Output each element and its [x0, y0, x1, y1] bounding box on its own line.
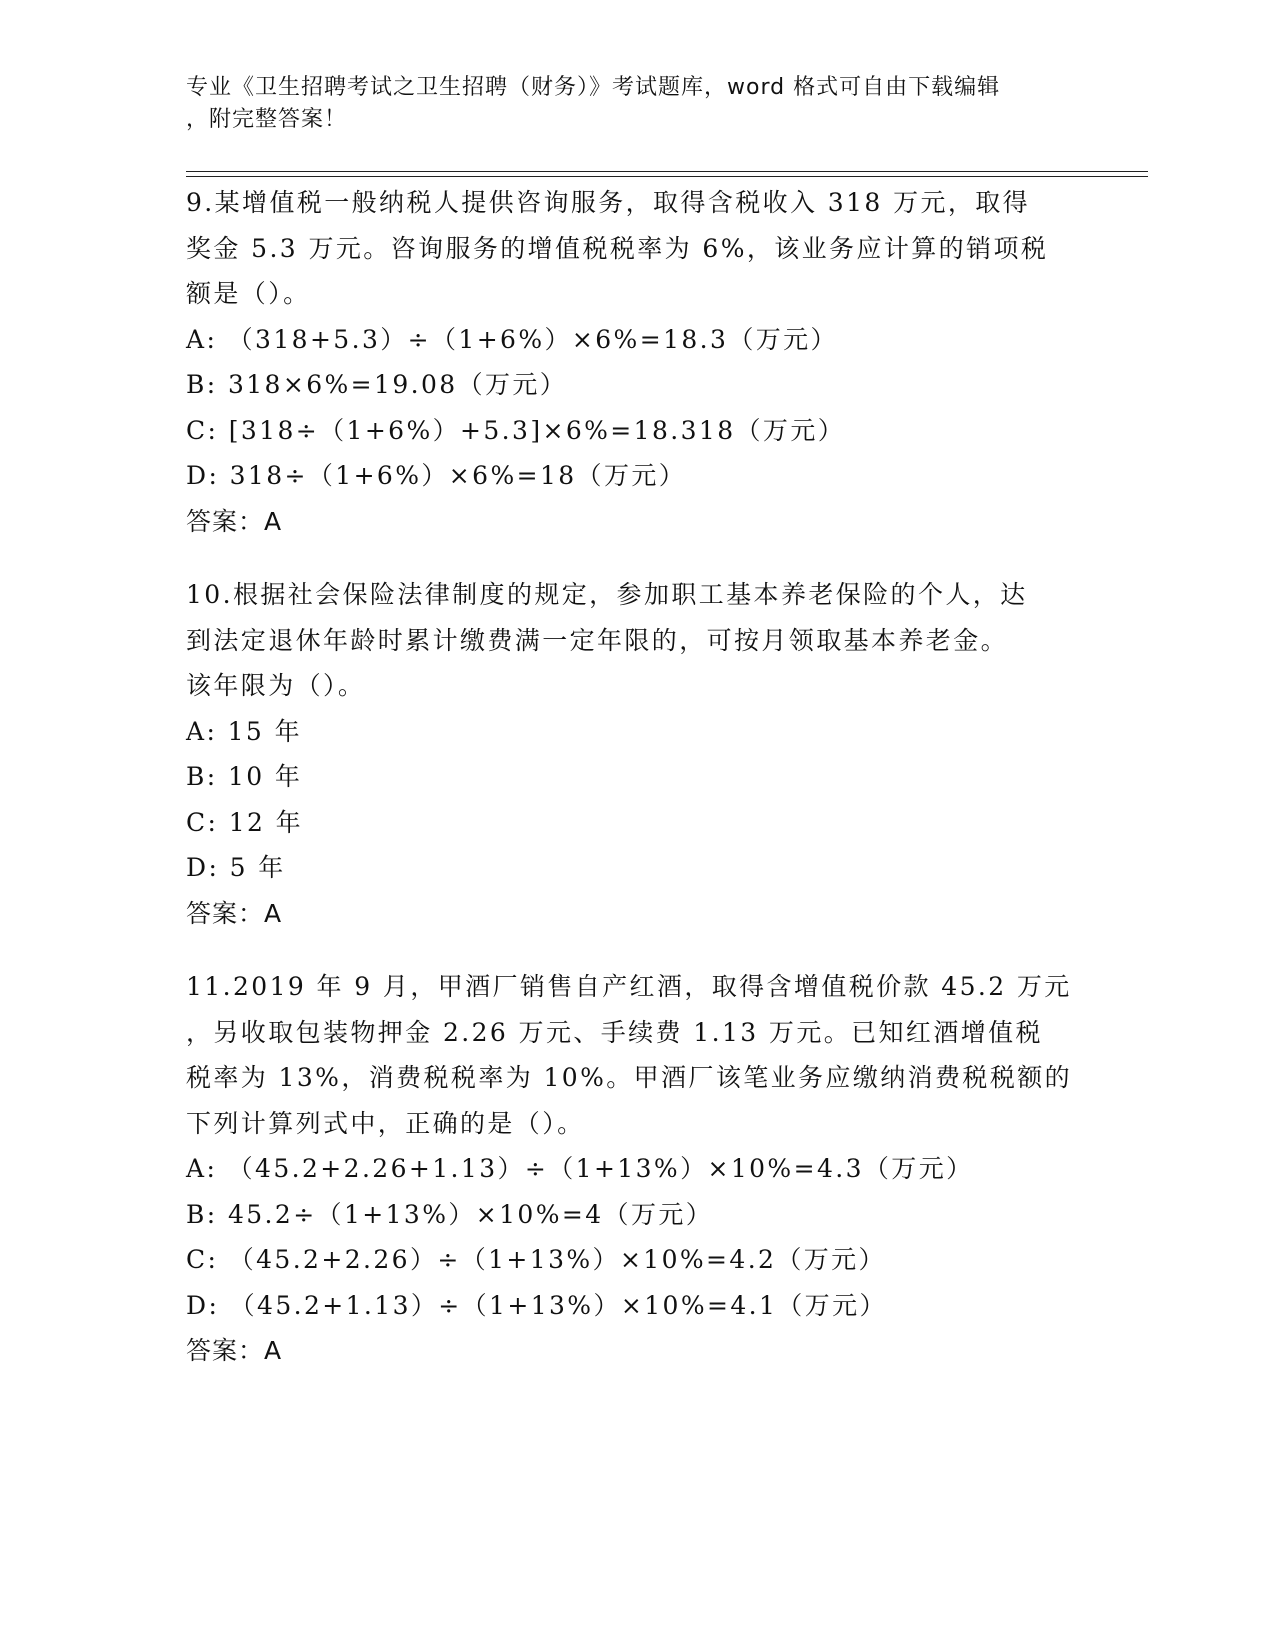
question-text: 到法定退休年龄时累计缴费满一定年限的，可按月领取基本养老金。 [186, 625, 1009, 655]
question-item [186, 180, 1086, 544]
question-item [186, 572, 1086, 936]
question-item [186, 964, 1086, 1374]
header-divider [186, 176, 1148, 177]
question-text: 10.根据社会保险法律制度的规定，参加职工基本养老保险的个人，达 [186, 580, 1028, 609]
question-text: ，另收取包装物押金 2.26 万元、手续费 1.13 万元。已知红酒增值税 [186, 1017, 1043, 1047]
question-text: 额是（）。 [186, 279, 311, 308]
answer-text: 答案：A [186, 506, 283, 536]
answer-text: 答案：A [186, 898, 283, 928]
option-a: A: （318+5.3）÷（1+6%）×6%=18.3（万元） [186, 324, 838, 354]
option-c: C: （45.2+2.26）÷（1+13%）×10%=4.2（万元） [186, 1245, 886, 1274]
option-b: B: 45.2÷（1+13%）×10%=4（万元） [186, 1199, 714, 1229]
option-a: A: 15 年 [186, 716, 302, 746]
question-text: 奖金 5.3 万元。咨询服务的增值税税率为 6%，该业务应计算的销项税 [186, 233, 1049, 263]
question-text: 下列计算列式中，正确的是（）。 [186, 1108, 585, 1138]
option-d: D: 5 年 [186, 853, 286, 882]
option-a: A: （45.2+2.26+1.13）÷（1+13%）×10%=4.3（万元） [186, 1154, 974, 1183]
question-text: 税率为 13%，消费税税率为 10%。甲酒厂该笔业务应缴纳消费税税额的 [186, 1063, 1073, 1092]
option-c: C: 12 年 [186, 807, 304, 837]
option-b: B: 10 年 [186, 762, 303, 791]
option-d: D: 318÷（1+6%）×6%=18（万元） [186, 461, 687, 490]
option-b: B: 318×6%=19.08（万元） [186, 370, 568, 399]
header-divider [186, 171, 1148, 172]
option-d: D: （45.2+1.13）÷（1+13%）×10%=4.1（万元） [186, 1290, 887, 1320]
header-line: 专业《卫生招聘考试之卫生招聘（财务）》考试题库，word 格式可自由下载编辑 [186, 75, 1001, 100]
question-text: 该年限为（）。 [186, 671, 366, 700]
question-text: 9.某增值税一般纳税人提供咨询服务，取得含税收入 318 万元，取得 [186, 188, 1031, 217]
option-c: C: [318÷（1+6%）+5.3]×6%=18.318（万元） [186, 415, 846, 445]
header-line: ，附完整答案！ [186, 107, 348, 132]
answer-text: 答案：A [186, 1336, 283, 1365]
question-text: 11.2019 年 9 月，甲酒厂销售自产红酒，取得含增值税价款 45.2 万元 [186, 972, 1072, 1001]
